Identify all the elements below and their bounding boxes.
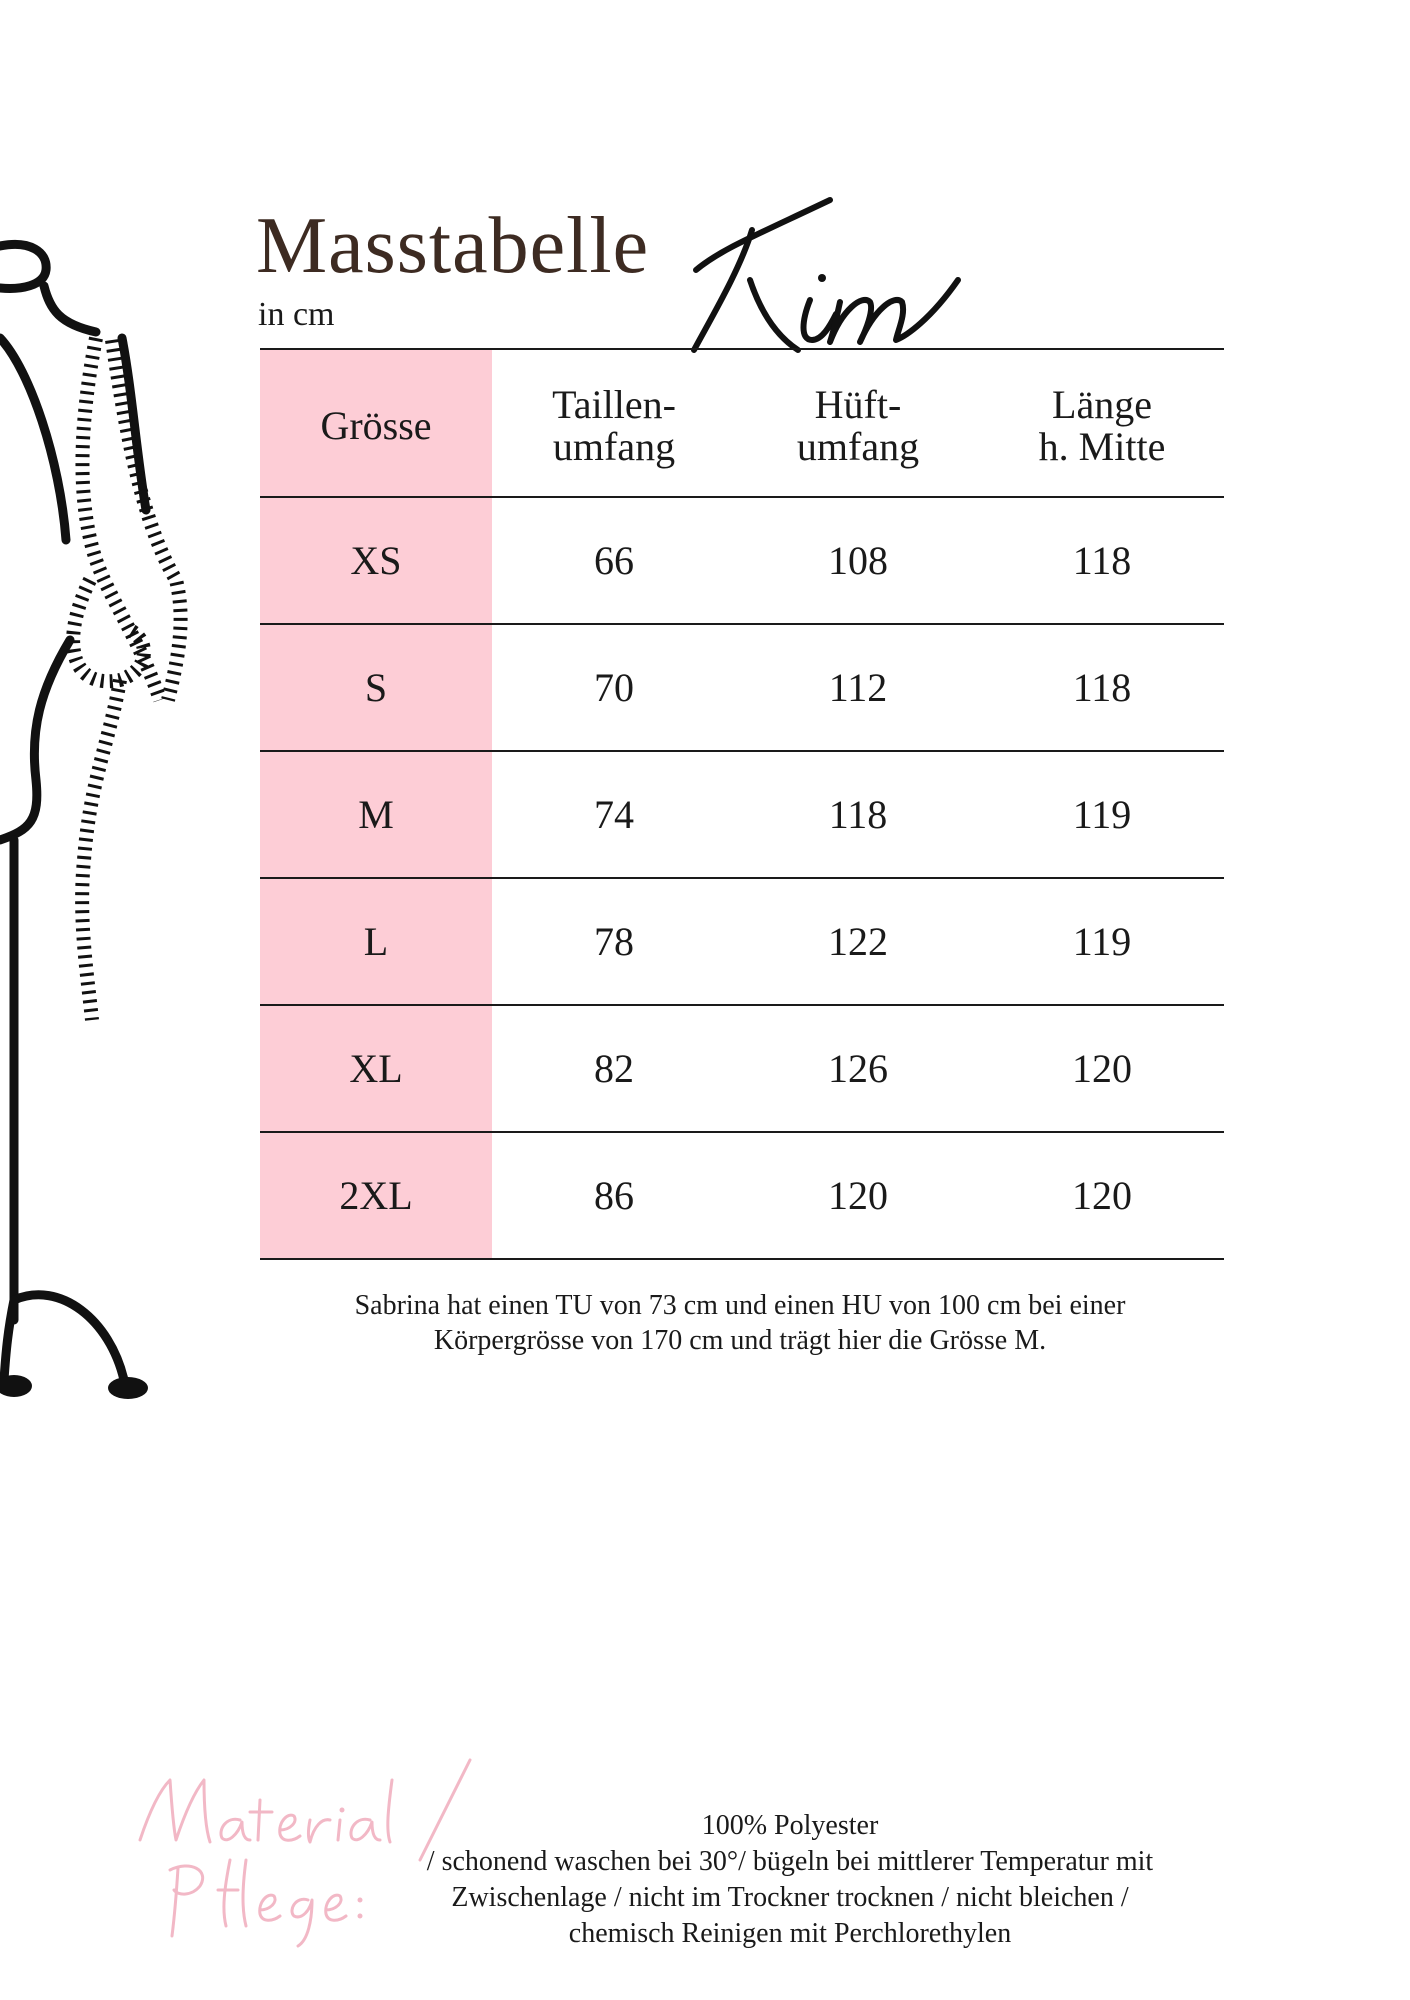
table-row	[260, 1006, 1224, 1131]
model-note	[270, 1288, 1210, 1358]
waist-cell: 78	[594, 918, 634, 964]
size-cell: M	[260, 752, 492, 877]
table-rule	[260, 1258, 1224, 1260]
model-note-line: Körpergrösse von 170 cm und trägt hier die Grösse M.	[433, 1325, 1047, 1356]
page-title: Masstabelle	[256, 202, 650, 290]
hip-cell: 108	[828, 537, 888, 583]
column-header-label: Taillen- umfang	[552, 382, 676, 469]
size-cell: XL	[260, 1006, 492, 1131]
material-care-heading-text: Material / Pflege:	[130, 1750, 137, 1751]
care-instructions	[360, 1808, 1220, 1952]
care-line: 100% Polyester	[701, 1810, 879, 1841]
table-row	[260, 879, 1224, 1004]
model-name-signature	[690, 190, 990, 360]
size-table	[260, 348, 1224, 1260]
length-cell: 118	[1072, 664, 1132, 710]
table-row	[260, 752, 1224, 877]
column-header-waist	[492, 350, 736, 496]
model-note-line: Sabrina hat einen TU von 73 cm und einen HU von 100 cm bei einer	[354, 1290, 1126, 1321]
table-row	[260, 625, 1224, 750]
waist-cell: 86	[594, 1172, 634, 1218]
table-row	[260, 498, 1224, 623]
care-line: / schonend waschen bei 30°/ bügeln bei mittlerer Temperatur mit	[426, 1846, 1154, 1877]
waist-cell: 74	[594, 791, 634, 837]
waist-cell: 82	[594, 1045, 634, 1091]
column-header-size	[260, 350, 492, 496]
column-header-label: Hüft- umfang	[796, 382, 920, 469]
hip-cell: 120	[828, 1172, 888, 1218]
unit-note: in cm	[258, 296, 335, 333]
care-line: Zwischenlage / nicht im Trockner trocknen / nicht bleichen /	[451, 1882, 1129, 1913]
column-header-hip	[736, 350, 980, 496]
length-cell: 119	[1072, 791, 1132, 837]
length-cell: 120	[1072, 1045, 1132, 1091]
column-header-label: Länge h. Mitte	[1038, 382, 1166, 469]
length-cell: 118	[1072, 537, 1132, 583]
hip-cell: 112	[828, 664, 888, 710]
hip-cell: 126	[828, 1045, 888, 1091]
length-cell: 120	[1072, 1172, 1132, 1218]
column-header-length	[980, 350, 1224, 496]
care-line: chemisch Reinigen mit Perchlorethylen	[568, 1918, 1012, 1949]
length-cell: 119	[1072, 918, 1132, 964]
hip-cell: 118	[828, 791, 888, 837]
waist-cell: 66	[594, 537, 634, 583]
column-header-label: Grösse	[320, 403, 432, 448]
mannequin-illustration	[0, 220, 200, 1450]
size-cell: S	[260, 625, 492, 750]
hip-cell: 122	[828, 918, 888, 964]
size-cell: XS	[260, 498, 492, 623]
table-header-row	[260, 350, 1224, 496]
size-cell: 2XL	[260, 1133, 492, 1258]
waist-cell: 70	[594, 664, 634, 710]
size-cell: L	[260, 879, 492, 1004]
table-row	[260, 1133, 1224, 1258]
